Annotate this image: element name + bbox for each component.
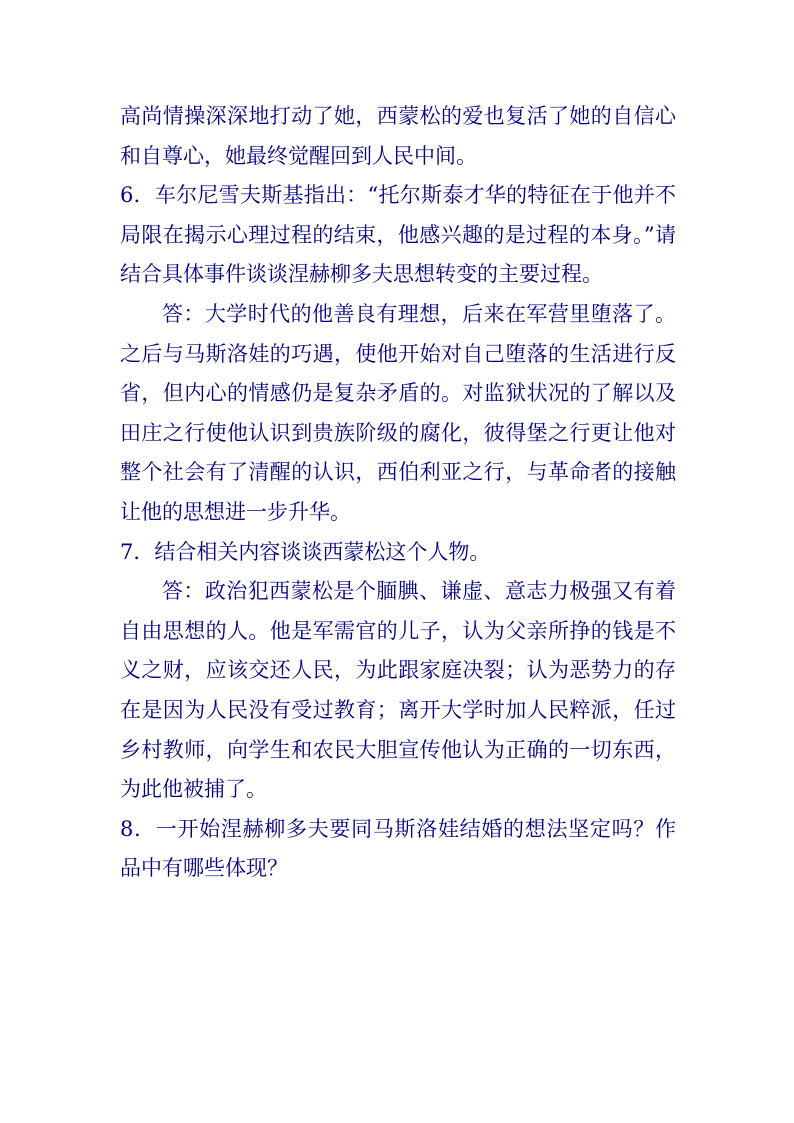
answer-7: 答：政治犯西蒙松是个腼腆、谦虚、意志力极强又有着自由思想的人。他是军需官的儿子，认为父亲所挣的钱是不义之财，应该交还人民，为此跟家庭决裂；认为恶势力的存在是因为人民没有受过教育；离开大学时加人民粹派，任过乡村教师，向学生和农民大胆宣传他认为正确的一切东西，为此他被捕了。 [120, 579, 676, 802]
question-8: 8．一开始涅赫柳多夫要同马斯洛娃结婚的想法坚定吗？作品中有哪些体现？ [120, 816, 676, 881]
paragraph-continuation: 高尚情操深深地打动了她，西蒙松的爱也复活了她的自信心和自尊心，她最终觉醒回到人民中间。 [120, 104, 676, 168]
question-7: 7．结合相关内容谈谈西蒙松这个人物。 [120, 539, 491, 564]
answer-6: 答：大学时代的他善良有理想，后来在军营里堕落了。之后与马斯洛娃的巧遇，使他开始对自己堕落的生活进行反省，但内心的情感仍是复杂矛盾的。对监狱状况的了解以及田庄之行使他认识到贵族阶级的腐化，彼得堡之行更让他对整个社会有了清醒的认识，西伯利亚之行，与革命者的接触让他的思想进一步升华。 [120, 301, 676, 524]
question-6: 6．车尔尼雪夫斯基指出：“托尔斯泰才华的特征在于他并不局限在揭示心理过程的结束，他感兴趣的是过程的本身。”请结合具体事件谈谈涅赫柳多夫思想转变的主要过程。 [120, 183, 676, 287]
document-page [120, 97, 676, 889]
